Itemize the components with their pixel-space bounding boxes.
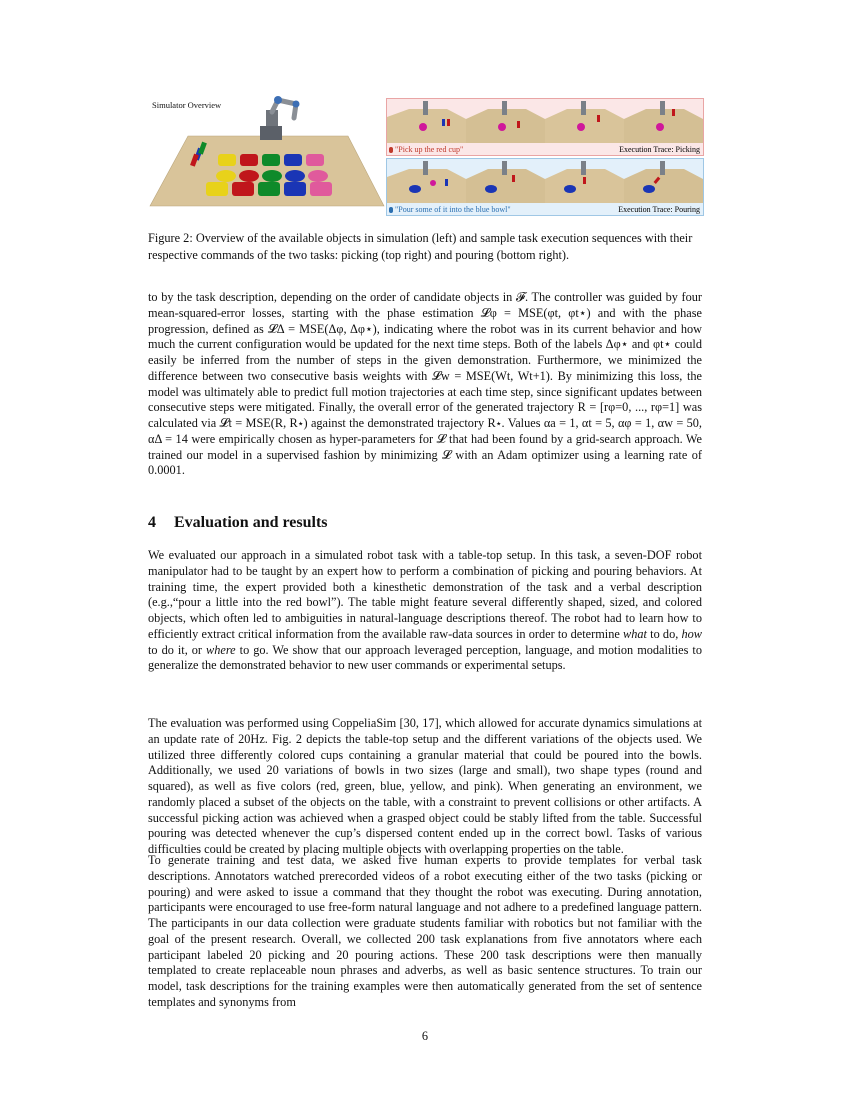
para2-text-b: to do, bbox=[646, 626, 682, 641]
para2-text-c: to do it, or bbox=[148, 642, 207, 657]
pouring-trace-panel bbox=[386, 158, 704, 216]
figure-2 bbox=[148, 96, 702, 216]
picking-trace-frames bbox=[387, 99, 703, 143]
picking-trace-panel bbox=[386, 98, 704, 156]
pouring-command-text: "Pour some of it into the blue bowl" bbox=[395, 205, 511, 214]
section-number: 4 bbox=[148, 514, 156, 531]
pouring-command bbox=[389, 205, 511, 214]
paragraph-coppeliasim: The evaluation was performed using CoppeliaSim [30, 17], which allowed for accurate dynamics simulations at an update rate of 20Hz. Fig. 2 depicts the table-top setup and the different variations of the objects used. We utilized three differently colored cups containing a granular material that could be poured into the bowls. Additionally, we used 20 variations of bowls in two sizes (large and small), two shape types (round and squared), as well as five colors (red, green, blue, yellow, and pink). When generating an environment, we randomly placed a subset of the objects on the table, with a constraint to prevent collisions or other artifacts. A successful picking action was achieved when a grasped object could be stably lifted from the table. Successful pouring was detected whenever the cup’s dispersed content ended up in the correct bowl. Tasks of various difficulties could be created by placing multiple objects with overlapping properties on the table. bbox=[148, 716, 702, 856]
microphone-icon bbox=[389, 207, 393, 213]
picking-command bbox=[389, 145, 463, 154]
paragraph-losses: to by the task description, depending on the order of candidate objects in 𝓕. The controller was guided by four mean-squared-error losses, starting with the phase estimation 𝓛φ = MSE(φt, φt⋆) and with the phase progression, defined as 𝓛Δ = MSE(Δφ, Δφ⋆), indicating where the robot was in its current behavior and how much the current configuration would be updated for the next time steps. Both of the labels Δφ⋆ and φt⋆ could easily be inferred from the number of steps in the given demonstration. Furthermore, we minimized the difference between two consecutive basis weights with 𝓛w = MSE(Wt, Wt+1). By minimizing this loss, the model was ultimately able to predict full motion trajectories at each time step, since significant updates between consecutive steps were mitigated. Finally, the overall error of the generated trajectory R = [rφ=0, ..., rφ=1] was calculated via 𝓛t = MSE(R, R⋆) against the demonstrated trajectory R⋆. Values αa = 1, αt = 5, αφ = 1, αw = 50, αΔ = 14 were empirically chosen as hyper-parameters for 𝓛 that had been found by a grid-search approach. We trained our model in a supervised fashion by minimizing 𝓛 with an Adam optimizer using a learning rate of 0.0001. bbox=[148, 290, 702, 478]
picking-trace-title: Execution Trace: Picking bbox=[619, 145, 700, 154]
simulator-overview-label: Simulator Overview bbox=[152, 100, 222, 110]
paragraph-training-data: To generate training and test data, we asked five human experts to provide templates for verbal task descriptions. Annotators watched prerecorded videos of a robot executing either of the two tasks (picking or pouring) and were asked to issue a command that they thought the robot was executing. During annotation, participants were encouraged to use free-form natural language and not adhere to a predefined language pattern. The participants in our data collection were graduate students familiar with robotics but not familiar with the goal of the present research. Overall, we collected 200 task explanations from five annotators where each participant labeled 20 picking and 20 pouring actions. These 200 task descriptions were then manually templated to create replaceable noun phrases and adverbs, as well as basic sentence structures. To train our model, task descriptions for the training examples were then automatically generated from the set of sentence templates and synonyms from bbox=[148, 853, 702, 1009]
para2-how: how bbox=[681, 626, 702, 641]
para2-text-d: to go. We show that our approach leveraged perception, language, and motion modalities to generalize the demonstrated behavior to new user commands or experimental setups. bbox=[148, 642, 702, 673]
pouring-trace-title: Execution Trace: Pouring bbox=[618, 205, 700, 214]
figure-caption: Figure 2: Overview of the available objects in simulation (left) and sample task execution sequences with their respective commands of the two tasks: picking (top right) and pouring (bottom right). bbox=[148, 231, 693, 262]
section-title: Evaluation and results bbox=[174, 514, 328, 531]
simulator-overview-image bbox=[148, 96, 386, 216]
para2-where: where bbox=[206, 642, 236, 657]
picking-command-text: "Pick up the red cup" bbox=[395, 145, 464, 154]
paragraph-evaluation-intro bbox=[148, 548, 702, 674]
page-number: 6 bbox=[421, 1029, 429, 1043]
para2-text-a: We evaluated our approach in a simulated robot task with a table-top setup. In this task, a seven-DOF robot manipulator had to be taught by an expert how to perform a combination of picking and pouring behaviors. At training time, the expert provided both a kinesthetic demonstration of the task and a verbal description (e.g.,“pour a little into the red bowl”). The table might feature several differently shaped, sized, and colored objects, which often led to ambiguities in natural-language descriptions thereof. The robot had to learn how to efficiently extract critical information from the available raw-data sources in order to determine bbox=[148, 548, 702, 641]
para2-what: what bbox=[623, 626, 647, 641]
microphone-icon bbox=[389, 147, 393, 153]
section-heading bbox=[148, 514, 328, 532]
pouring-trace-frames bbox=[387, 159, 703, 203]
